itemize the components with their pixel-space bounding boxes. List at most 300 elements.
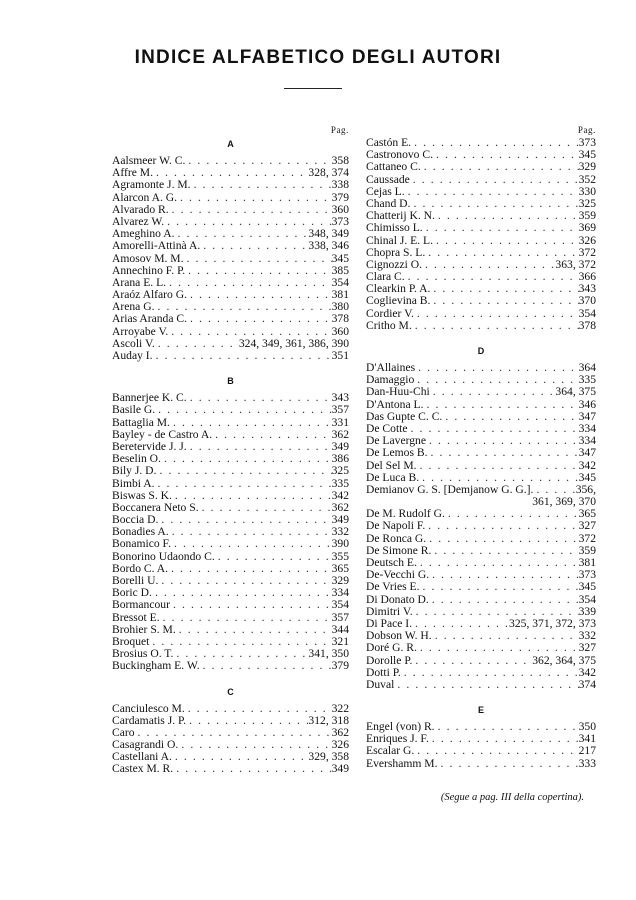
- dot-leader: [430, 386, 556, 398]
- page-numbers: 349: [331, 439, 349, 453]
- page-numbers: 378: [578, 318, 596, 332]
- section-d-entries: [366, 362, 596, 496]
- dot-leader: [171, 538, 332, 550]
- page-numbers: 374: [578, 677, 596, 691]
- section-gap: [112, 362, 349, 374]
- dot-leader: [433, 149, 579, 161]
- index-entry: [112, 253, 349, 265]
- page-numbers: 349: [331, 762, 349, 776]
- author-name: Ascoli V.: [112, 336, 155, 350]
- dot-leader: [445, 508, 579, 520]
- page-numbers: 342: [578, 458, 596, 472]
- page-numbers: 348, 349: [308, 227, 349, 241]
- dot-leader: [200, 660, 332, 672]
- author-name: Beretervide J. J.: [112, 439, 187, 453]
- author-name: Aalsmeer W. C.: [112, 154, 186, 167]
- dot-leader: [166, 277, 332, 289]
- page-numbers: 359: [578, 543, 596, 557]
- dot-leader: [411, 137, 579, 149]
- dot-leader: [435, 721, 579, 733]
- left-sections: [112, 137, 349, 776]
- dot-leader: [412, 320, 579, 332]
- author-name: Del Sel M.: [366, 458, 417, 472]
- author-name: Coglievina B.: [366, 294, 431, 308]
- page-numbers: 217: [578, 744, 596, 758]
- page-numbers: 334: [578, 421, 596, 435]
- page-numbers: 362, 364, 375: [532, 653, 596, 667]
- dot-leader: [156, 465, 331, 477]
- author-name: Affre M.: [112, 166, 153, 180]
- dot-leader: [173, 763, 331, 775]
- dot-leader: [430, 295, 578, 307]
- dot-leader: [185, 265, 331, 277]
- section-gap: [366, 332, 596, 344]
- page-numbers: 343: [578, 282, 596, 296]
- page-numbers: 369: [578, 221, 596, 235]
- dot-leader: [422, 259, 555, 271]
- index-entry: [366, 174, 596, 186]
- page-numbers: 390: [331, 537, 349, 551]
- author-name: Boccia D.: [112, 513, 159, 527]
- dot-leader: [177, 192, 332, 204]
- page-numbers: 333: [578, 756, 596, 770]
- author-name: Bayley - de Castro A.: [112, 427, 213, 441]
- author-name: De Napoli F.: [366, 519, 426, 533]
- page-numbers: 325, 371, 372, 373: [509, 616, 596, 630]
- page-numbers: 351: [331, 349, 349, 362]
- page-numbers: 366: [578, 270, 596, 284]
- page-numbers: 342: [331, 488, 349, 502]
- page-numbers: 338, 346: [308, 239, 349, 253]
- author-name: Das Gupte C. C.: [366, 409, 443, 423]
- author-name: Dorolle P.: [366, 653, 413, 667]
- author-name: Auday I.: [112, 349, 153, 362]
- author-name: Chatterij K. N.: [366, 209, 435, 223]
- dot-leader: [417, 642, 579, 654]
- index-entry: [366, 655, 596, 667]
- author-name: Cordier V.: [366, 306, 414, 320]
- index-entry: [112, 192, 349, 204]
- page-numbers: 365: [331, 561, 349, 575]
- author-name: Bannerjee K. C.: [112, 391, 187, 405]
- author-name: Bressot E.: [112, 610, 160, 624]
- dot-leader: [212, 429, 331, 441]
- dot-leader: [200, 240, 308, 252]
- dot-leader: [437, 758, 578, 770]
- page-numbers: 373: [578, 568, 596, 582]
- page-numbers: 354: [578, 592, 596, 606]
- page-numbers: 381: [331, 288, 349, 302]
- index-entry: [112, 313, 349, 325]
- section-letter: A: [227, 139, 234, 149]
- author-name: Basile G.: [112, 403, 156, 417]
- index-entry: [366, 295, 596, 307]
- page-numbers: 372: [578, 531, 596, 545]
- author-name: Annechino F. P.: [112, 263, 186, 277]
- page-numbers: 370: [578, 294, 596, 308]
- page-numbers: 379: [331, 190, 349, 204]
- index-entry: [366, 642, 596, 654]
- page-numbers: 356,: [575, 482, 596, 496]
- page-numbers: 345: [578, 470, 596, 484]
- section-letter: C: [227, 686, 234, 697]
- index-entry: [112, 404, 349, 416]
- author-name: Damaggio: [366, 373, 415, 387]
- page-numbers: 335: [578, 373, 596, 387]
- author-name: Di Pace I.: [366, 616, 413, 630]
- page-numbers: 363, 372: [555, 257, 596, 271]
- author-name: Boric D.: [112, 586, 152, 600]
- page-numbers: 347: [578, 409, 596, 423]
- section-letter: D: [477, 346, 485, 356]
- author-name: Deutsch E.: [366, 556, 417, 569]
- page-numbers: 359: [578, 209, 596, 223]
- index-entry: [112, 350, 349, 362]
- author-name: De Lemos B.: [366, 446, 428, 460]
- title-rule: [284, 88, 342, 89]
- page-numbers: 330: [578, 184, 596, 198]
- author-name: Arroyabe V.: [112, 324, 169, 338]
- page-numbers: 372: [578, 245, 596, 259]
- dot-leader: [417, 460, 579, 472]
- author-name: Brosius O. T.: [112, 647, 174, 661]
- index-entry: [112, 417, 349, 429]
- author-name: Beselin O.: [112, 452, 161, 466]
- page-numbers: 343: [331, 391, 349, 405]
- page-numbers: 360: [331, 202, 349, 216]
- section-gap: [112, 673, 349, 685]
- author-name: Cignozzi O.: [366, 257, 423, 271]
- author-name: Chopra S. L.: [366, 245, 426, 259]
- dot-leader: [429, 733, 579, 745]
- author-name: Agramonte J. M.: [112, 178, 191, 192]
- page-numbers: 325: [331, 464, 349, 478]
- dot-leader: [187, 392, 332, 404]
- index-column-right: [366, 124, 596, 770]
- author-name: Arias Aranda C.: [112, 312, 188, 326]
- page-numbers: 350: [578, 720, 596, 734]
- continuation-note: (Segue a pag. III della copertina).: [440, 792, 584, 803]
- author-name: Chinal J. E. L.: [366, 233, 433, 247]
- dot-leader: [425, 520, 578, 532]
- author-name: Alvarado R.: [112, 202, 169, 216]
- author-name: Broquet: [112, 634, 150, 648]
- index-entry: [112, 763, 349, 775]
- page-numbers: 344: [331, 622, 349, 636]
- page-numbers: 355: [331, 549, 349, 563]
- author-name: Bonorino Udaondo C.: [112, 549, 215, 563]
- author-name: Clearkin P. A.: [366, 282, 431, 296]
- author-name: Castronovo C.: [366, 148, 433, 162]
- page-numbers: 357: [331, 610, 349, 624]
- author-name: Bordo C. A.: [112, 561, 169, 575]
- index-entry: [112, 660, 349, 672]
- dot-leader: [408, 423, 579, 435]
- page-numbers: 332: [331, 525, 349, 539]
- author-name: D'Antona L.: [366, 397, 424, 411]
- index-entry: [112, 551, 349, 563]
- author-name: Bily J. D.: [112, 464, 157, 478]
- dot-leader: [405, 186, 579, 198]
- author-name: Bonadies A.: [112, 525, 169, 539]
- author-name: Cardamatis J. P.: [112, 713, 187, 727]
- author-name: Dotti P.: [366, 665, 401, 679]
- dot-leader: [186, 715, 308, 727]
- author-name: Cattaneo C.: [366, 160, 421, 174]
- dot-leader: [215, 551, 332, 563]
- author-name: Demianov G. S. [Demjanow G. G.].: [366, 482, 534, 496]
- dot-leader: [184, 253, 332, 265]
- section-letter: B: [227, 376, 234, 387]
- author-name: Engel (von) R.: [366, 720, 435, 734]
- author-name: Critho M.: [366, 318, 412, 332]
- author-name: Biswas S. K.: [112, 488, 172, 502]
- page-numbers: 362: [331, 725, 349, 739]
- dot-leader: [428, 447, 579, 459]
- page-numbers: 326: [578, 233, 596, 247]
- page-numbers: 364: [578, 361, 596, 374]
- author-name: Dimitri V.: [366, 604, 413, 618]
- page-numbers: 335: [331, 476, 349, 490]
- author-name: Evershamm M.: [366, 756, 438, 770]
- page-numbers: 365: [578, 507, 596, 521]
- section-c-continued: [366, 137, 596, 332]
- page-numbers: 380: [331, 300, 349, 314]
- dot-leader: [170, 417, 332, 429]
- index-entry: [366, 679, 596, 691]
- dot-leader: [191, 179, 332, 191]
- author-name: Chand D.: [366, 196, 411, 210]
- index-entry: [366, 520, 596, 532]
- index-entry: [112, 612, 349, 624]
- dot-leader: [414, 745, 578, 757]
- dot-leader: [429, 569, 579, 581]
- page-numbers: 347: [578, 446, 596, 460]
- page-numbers: 346: [578, 397, 596, 411]
- author-name: Castex M. R.: [112, 762, 174, 776]
- page-numbers: 322: [331, 701, 349, 715]
- dot-leader: [415, 362, 579, 374]
- index-entry: [366, 460, 596, 472]
- dot-leader: [417, 557, 579, 569]
- index-entry: [112, 538, 349, 550]
- page-numbers: 364, 375: [555, 385, 596, 399]
- dot-leader: [172, 751, 309, 763]
- dot-leader: [155, 478, 332, 490]
- page-numbers: 334: [578, 434, 596, 448]
- author-name: Bimbi A.: [112, 476, 155, 490]
- page-numbers: 341, 350: [308, 647, 349, 661]
- author-name: Cejas L.: [366, 184, 405, 198]
- dot-leader: [394, 679, 578, 691]
- dot-leader: [161, 453, 332, 465]
- author-name: Bonamico F.: [112, 537, 171, 551]
- dot-leader: [169, 526, 332, 538]
- page-numbers: 352: [578, 172, 596, 186]
- page-numbers: 338: [331, 178, 349, 192]
- dot-leader: [149, 636, 331, 648]
- page-numbers: 324, 349, 361, 386, 390: [238, 336, 349, 350]
- dot-leader: [426, 533, 578, 545]
- dot-leader: [168, 326, 331, 338]
- dot-leader: [429, 594, 579, 606]
- author-name: Clara C.: [366, 270, 405, 284]
- author-name: Canciulesco M.: [112, 701, 185, 715]
- index-entry: [366, 386, 596, 398]
- author-name: Casagrandi O.: [112, 738, 179, 752]
- page-numbers: 362: [331, 427, 349, 441]
- dot-leader: [421, 161, 579, 173]
- section-letter: E: [477, 705, 484, 716]
- pag-header: Pag.: [577, 125, 596, 135]
- dot-leader: [442, 411, 578, 423]
- author-name: D'Allaines: [366, 361, 416, 374]
- dot-leader: [160, 612, 332, 624]
- author-name: Brohier S. M.: [112, 622, 176, 636]
- dot-leader: [405, 271, 579, 283]
- index-entry: [366, 594, 596, 606]
- author-name: Di Donato D.: [366, 592, 429, 606]
- dot-leader: [158, 575, 331, 587]
- author-name: De Vries E.: [366, 580, 420, 594]
- author-name: Buckingham E. W.: [112, 659, 200, 673]
- author-name: Chimisso L.: [366, 221, 423, 235]
- author-name: De Cotte: [366, 421, 408, 435]
- page-numbers: 328, 374: [308, 166, 349, 180]
- dot-leader: [412, 655, 532, 667]
- author-name: Amorelli-Attinà A.: [112, 239, 201, 253]
- author-name: Castón E.: [366, 136, 412, 149]
- dot-leader: [410, 198, 578, 210]
- dot-leader: [199, 502, 332, 514]
- page-numbers: 321: [331, 634, 349, 648]
- author-name: De Lavergne: [366, 434, 426, 448]
- author-name: Caro: [112, 725, 135, 739]
- index-entry: [366, 308, 596, 320]
- page-numbers: 354: [578, 306, 596, 320]
- page-numbers: 345: [578, 148, 596, 162]
- page-numbers: 341: [578, 732, 596, 746]
- dot-leader: [170, 599, 332, 611]
- page-numbers: 354: [331, 275, 349, 289]
- index-column-left: [112, 124, 349, 776]
- author-name: Araóz Alfaro G.: [112, 288, 188, 302]
- index-entry: [112, 326, 349, 338]
- author-name: De Simone R.: [366, 543, 432, 557]
- entry-continuation: 361, 369, 370: [532, 495, 596, 509]
- pag-header: Pag.: [330, 125, 349, 135]
- page-numbers: 339: [578, 604, 596, 618]
- author-name: De-Vecchi G.: [366, 568, 430, 582]
- page-title: INDICE ALFABETICO DEGLI AUTORI: [134, 47, 502, 68]
- page-numbers: 312, 318: [308, 713, 349, 727]
- index-entry: [366, 758, 596, 770]
- dot-leader: [164, 216, 331, 228]
- dot-leader: [414, 308, 579, 320]
- index-entry: [112, 240, 349, 252]
- index-entry: [366, 222, 596, 234]
- dot-leader: [185, 703, 332, 715]
- index-entry: [112, 599, 349, 611]
- page-numbers: 360: [331, 324, 349, 338]
- dot-leader: [420, 581, 579, 593]
- page-numbers: 345: [331, 251, 349, 265]
- page-numbers: 354: [331, 598, 349, 612]
- dot-leader: [187, 289, 332, 301]
- section-d-entries-continued: [366, 508, 596, 691]
- dot-leader: [414, 374, 578, 386]
- dot-leader: [187, 441, 332, 453]
- author-name: Battaglia M.: [112, 415, 170, 429]
- author-name: Boccanera Neto S.: [112, 500, 199, 514]
- page-numbers: 362: [331, 500, 349, 514]
- page-numbers: 342: [578, 665, 596, 679]
- dot-leader: [155, 338, 239, 350]
- page-numbers: 357: [331, 403, 349, 417]
- index-entry: [112, 179, 349, 191]
- page-numbers: 385: [331, 263, 349, 277]
- page-numbers: 373: [331, 214, 349, 228]
- dot-leader: [168, 563, 332, 575]
- page-numbers: 327: [578, 519, 596, 533]
- dot-leader: [435, 210, 579, 222]
- author-name: Doré G. R.: [366, 641, 417, 655]
- index-entry: [366, 399, 596, 411]
- author-name: Escalar G.: [366, 744, 415, 758]
- page-numbers: 329: [331, 574, 349, 587]
- author-name: Arena G.: [112, 300, 155, 314]
- page-numbers: 325: [578, 196, 596, 210]
- dot-leader: [169, 204, 332, 216]
- author-name: De Luca B.: [366, 470, 420, 484]
- dot-leader: [155, 404, 331, 416]
- index-entry: [112, 478, 349, 490]
- page-numbers: 358: [331, 154, 349, 167]
- page-numbers: 327: [578, 641, 596, 655]
- index-entry: [366, 745, 596, 757]
- dot-leader: [433, 235, 579, 247]
- index-entry: [112, 465, 349, 477]
- dot-leader: [423, 399, 578, 411]
- index-entry: [366, 533, 596, 545]
- index-entry: [366, 667, 596, 679]
- author-name: Amosov M. M.: [112, 251, 184, 265]
- author-name: Duval: [366, 677, 395, 691]
- author-name: Arana E. L.: [112, 275, 167, 289]
- dot-leader: [158, 514, 331, 526]
- author-name: Bormancour: [112, 598, 170, 612]
- dot-leader: [401, 667, 579, 679]
- dot-leader: [176, 624, 332, 636]
- author-name: Alvarez W.: [112, 214, 165, 228]
- page-numbers: 373: [578, 136, 596, 149]
- author-name: Ameghino A.: [112, 227, 175, 241]
- page-numbers: 329: [578, 160, 596, 174]
- index-entry: [366, 447, 596, 459]
- author-name: Alarcon A. G.: [112, 190, 178, 204]
- dot-leader: [431, 545, 578, 557]
- page-numbers: 334: [331, 586, 349, 600]
- index-entry: [366, 161, 596, 173]
- index-entry: [366, 581, 596, 593]
- index-entry: [366, 235, 596, 247]
- dot-leader: [426, 435, 579, 447]
- page-numbers: 329, 358: [308, 750, 349, 764]
- page-numbers: 378: [331, 312, 349, 326]
- index-entry: [112, 703, 349, 715]
- author-name: De Ronca G.: [366, 531, 427, 545]
- dot-leader: [152, 587, 332, 599]
